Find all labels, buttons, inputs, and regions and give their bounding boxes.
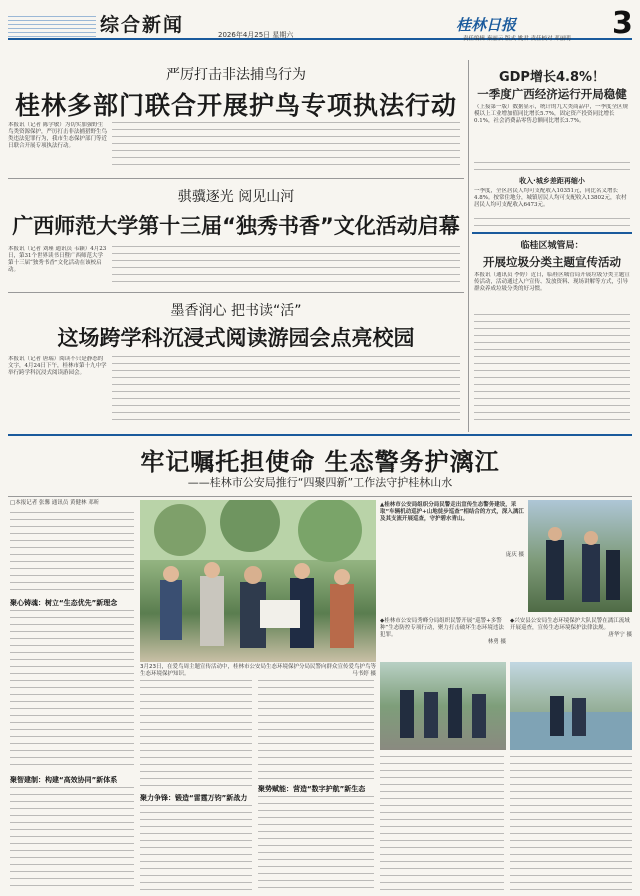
photo-tree <box>298 500 362 562</box>
masthead-logo: 桂林日报 <box>456 16 517 34</box>
story3-lead: 本报讯（记者 唐瑞）阅读不只是静态的文字，4月24日下午，桂林市第十九中学举行跨学科沉浸式阅读游园会。 <box>8 356 107 376</box>
page-number: 3 <box>612 6 633 41</box>
dateline: 2026年4月25日 星期六 <box>218 31 294 39</box>
sidebar2-kicker: 临桂区城管局： <box>520 241 584 251</box>
photo-person-head <box>244 566 262 584</box>
header-decoration <box>8 16 96 38</box>
bottom-left-photo <box>380 662 506 750</box>
photo-river <box>510 712 632 750</box>
photo-tree <box>154 504 206 556</box>
photo-person-head <box>204 562 220 578</box>
feature-divider <box>8 434 632 436</box>
river-patrol-illustration <box>510 662 632 750</box>
story4-body <box>140 680 252 790</box>
photo-police <box>448 688 462 738</box>
story2-headline: 广西师范大学第十三届“独秀书香”文化活动启幕 <box>12 214 460 238</box>
bottom-right-photo <box>510 662 632 750</box>
photo-police <box>472 694 486 738</box>
story4-body <box>380 756 504 891</box>
story1-lead: 本报讯（记者 陈学敏）为切实加强野生鸟类资源保护，严厉打击非法捕猎野生鸟类违法犯罪行为，我市生态保护部门等近日联合开展专项执法行动。 <box>8 122 108 149</box>
photo-person-head <box>548 527 562 541</box>
story4-body <box>140 805 252 891</box>
divider <box>8 496 632 497</box>
sidebar-body <box>474 162 630 172</box>
photo-person-head <box>584 531 598 545</box>
photo-credit: 林勇 摄 <box>487 639 506 645</box>
column-divider <box>468 60 469 432</box>
sidebar2-body <box>474 314 630 426</box>
story4-body <box>10 610 134 770</box>
photo-credit: 马书婷 摄 <box>352 671 376 677</box>
editor-credits: 责任编辑 秦丽云 版式 姚君 责任校对 邓丽明 <box>463 36 571 42</box>
sidebar-body <box>474 218 630 226</box>
photo-leaflet <box>260 600 300 628</box>
photo-police <box>550 696 564 736</box>
story4-body <box>10 787 134 891</box>
photo-credit: 唐华宁 摄 <box>608 632 632 638</box>
sidebar-lead: （上接第一版）数据显示，统计的九大类商品中，一季度全区规模以上工业增加值同比增长5.7%，固定资产投资同比增长0.1%，社会消费品零售总额同比增长3.7%。 <box>474 104 629 124</box>
story3-body <box>112 356 460 426</box>
photo-police <box>400 690 414 738</box>
story1-kicker: 严厉打击非法捕鸟行为 <box>166 67 306 83</box>
story4-subheadline: ——桂林市公安局推行“四聚四新”工作法守护桂林山水 <box>187 476 453 489</box>
sidebar-inner-text: 一季度，全区居民人均可支配收入10351元，同比名义增长4.8%。按常住地分，城镇居民人均可支配收入13802元，农村居民人均可支配收入6473元。 <box>474 188 627 208</box>
main-photo <box>140 500 376 662</box>
photo-person <box>160 580 182 640</box>
section-header <box>8 6 632 40</box>
officers-riverside-illustration <box>380 662 506 750</box>
caption-text: ◆桂林市公安局秀峰分局组织民警开展“巡警+多警种”生态防控专项行动，聚力打击破坏生态环境违法犯罪。 <box>380 618 504 638</box>
photo-police <box>582 544 600 602</box>
photo-police <box>572 698 586 736</box>
photo-person <box>330 584 354 648</box>
right-top-caption: ▲桂林市公安局组织分局民警走出宣传生态警务建设，采取“车辆机动巡护+山地徒步巡查”相结合的方式，深入漓江及其支流开展巡查，守护碧水青山。 <box>380 502 524 522</box>
bl-caption <box>380 618 506 646</box>
section-title: 综合新闻 <box>100 14 185 36</box>
story1-body <box>112 122 460 170</box>
sidebar-inner-title: 收入·城乡差距再缩小 <box>519 177 585 185</box>
story3-headline: 这场跨学科沉浸式阅读游园会点亮校园 <box>57 326 415 350</box>
caption-text: 3月23日，在爱鸟周主题宣传活动中，桂林市公安局生态环境保护分局民警向群众宣传爱鸟护鸟等生态环境保护知识。 <box>140 664 377 677</box>
story2-body <box>112 246 460 286</box>
patrol-officers-illustration <box>528 500 632 612</box>
story4-subhead: 聚势赋能：营造“数字护航”新生态 <box>258 785 366 793</box>
br-caption <box>510 618 632 639</box>
story1-headline: 桂林多部门联合开展护鸟专项执法行动 <box>14 91 457 120</box>
story3-kicker: 墨香润心 把书读“活” <box>170 303 302 319</box>
sidebar2-headline: 开展垃圾分类主题宣传活动 <box>483 255 621 269</box>
sidebar-headline: GDP增长4.8%！ <box>498 70 606 85</box>
story2-lead: 本报讯（记者 刘瑾 通讯员 韦颖）4月23日，第31个世界读书日暨广西师范大学第十三届“独秀书香”文化活动在该校启动。 <box>8 246 107 273</box>
story4-subhead: 聚智建制：构建“高效协同”新体系 <box>10 776 118 784</box>
photo-police <box>424 692 438 738</box>
sidebar-subheadline: 一季度广西经济运行开局稳健 <box>477 87 627 101</box>
divider <box>8 178 464 179</box>
main-photo-caption <box>140 664 376 678</box>
right-top-photo <box>528 500 632 612</box>
photo-police <box>546 540 564 600</box>
story4-body <box>10 512 134 594</box>
photo-person-head <box>163 566 179 582</box>
story4-headline: 牢记嘱托担使命 生态警务护漓江 <box>140 448 500 476</box>
story2-kicker: 骐骥逐光 阅见山河 <box>177 189 295 205</box>
caption-text: ◆兴安县公安局生态环境保护大队民警在漓江流域开展巡查，宣传生态环境保护法律法规。 <box>510 618 630 631</box>
photo-person-head <box>294 563 310 579</box>
photo-person <box>200 576 224 646</box>
sidebar2-lead: 本报讯（通讯员 李婷）近日，临桂区城管局开展垃圾分类主题宣传活动，活动通过入户宣传、发放资料、现场讲解等方式，引导群众养成垃圾分类的好习惯。 <box>474 272 630 292</box>
photo-credit: 庞庆 摄 <box>505 552 524 558</box>
story4-body <box>510 756 632 891</box>
photo-police <box>606 550 620 600</box>
story4-body <box>258 680 374 780</box>
story4-subhead: 聚心铸魂：树立“生态优先”新理念 <box>10 599 118 607</box>
story4-subhead: 聚力争锋：锻造“雷霆万钧”新战力 <box>140 794 248 802</box>
sidebar-divider <box>472 232 632 234</box>
story4-body <box>258 796 374 891</box>
story4-byline: □本报记者 张馨 通讯员 黄健林 邓昕 <box>10 500 100 506</box>
photo-person-head <box>334 569 350 585</box>
police-crowd-illustration <box>140 500 376 662</box>
divider <box>8 292 464 293</box>
